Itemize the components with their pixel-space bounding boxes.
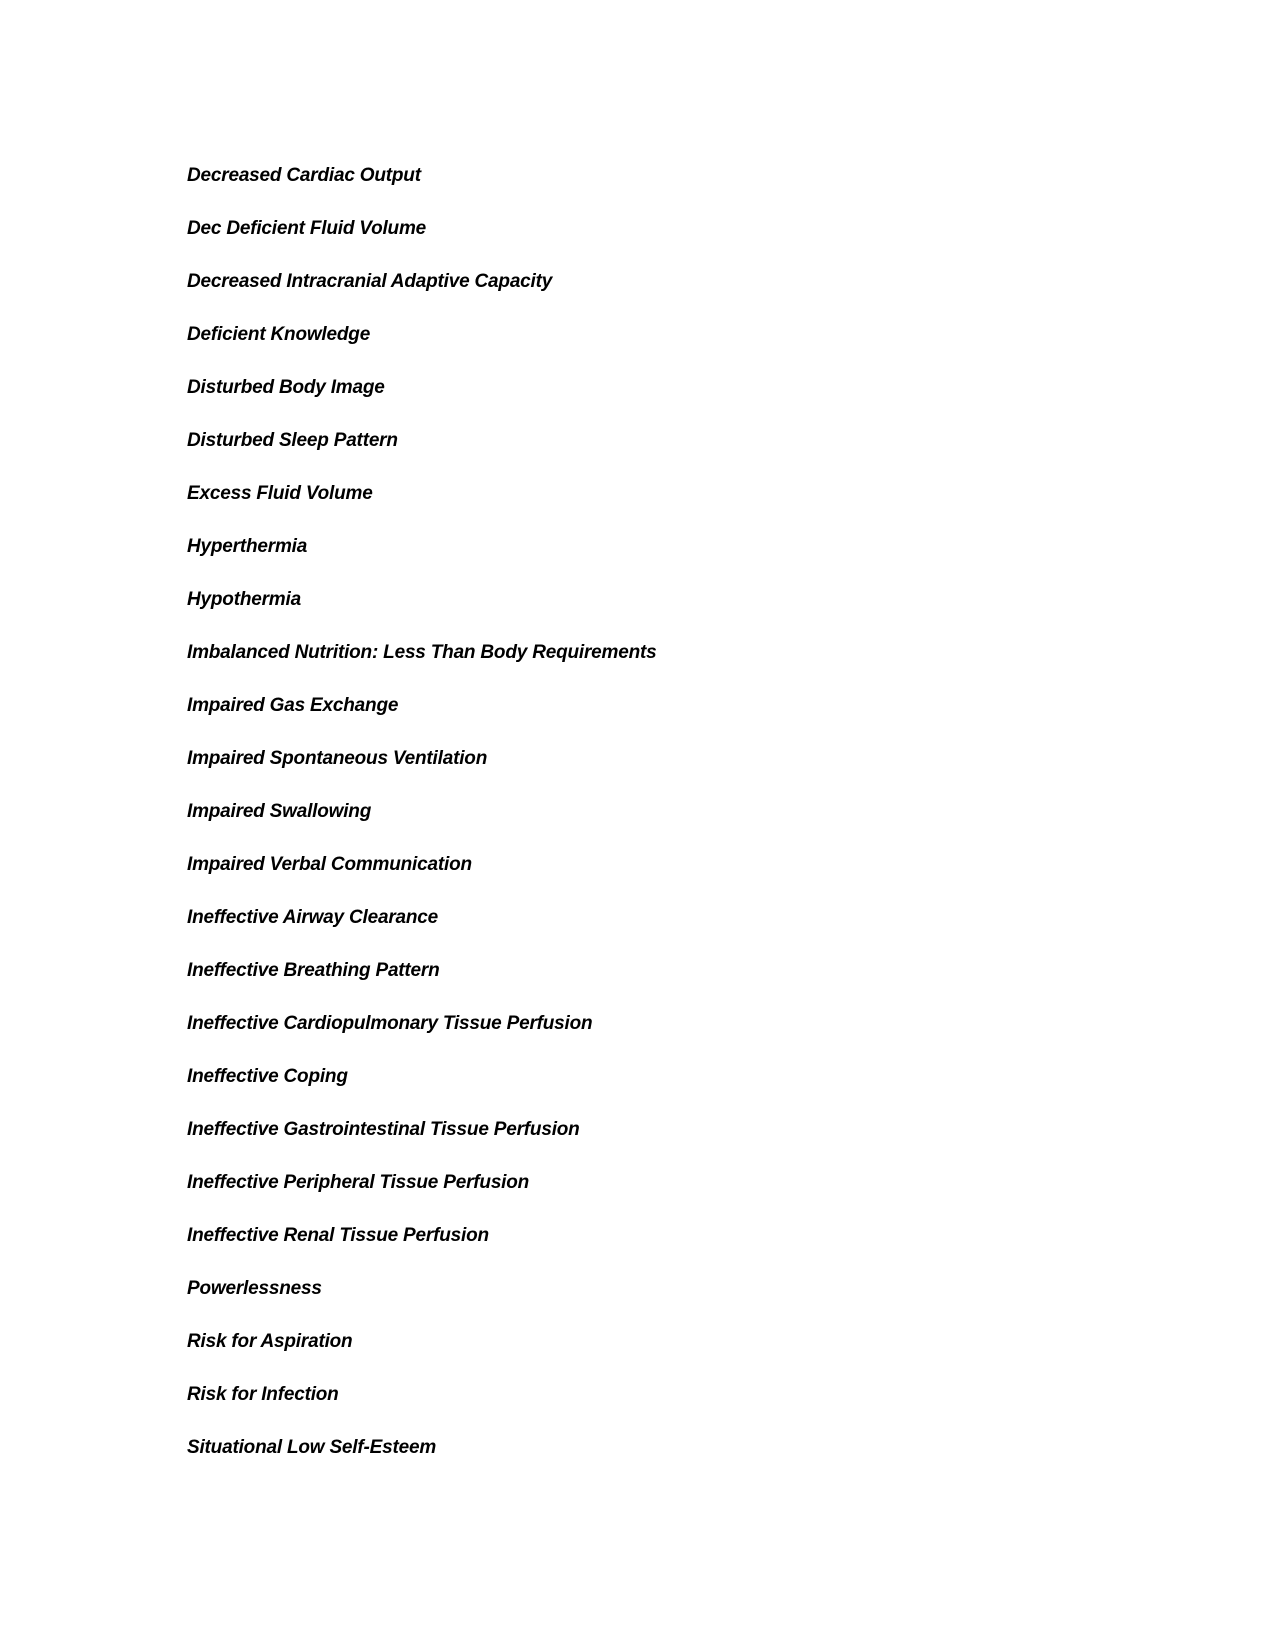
diagnosis-item: Deficient Knowledge: [187, 324, 371, 345]
diagnosis-item: Risk for Aspiration: [187, 1331, 353, 1352]
diagnosis-item: Imbalanced Nutrition: Less Than Body Requirements: [187, 642, 657, 663]
diagnosis-item: Impaired Gas Exchange: [187, 695, 399, 716]
diagnosis-item: Impaired Verbal Communication: [187, 854, 472, 875]
diagnosis-item: Ineffective Peripheral Tissue Perfusion: [187, 1172, 530, 1193]
diagnosis-list: [187, 149, 657, 1474]
diagnosis-item: Impaired Spontaneous Ventilation: [187, 748, 488, 769]
diagnosis-item: Situational Low Self-Esteem: [187, 1437, 437, 1458]
diagnosis-item: Ineffective Breathing Pattern: [187, 960, 440, 981]
diagnosis-item: Decreased Intracranial Adaptive Capacity: [187, 271, 553, 292]
diagnosis-item: Dec Deficient Fluid Volume: [187, 218, 427, 239]
diagnosis-item: Decreased Cardiac Output: [187, 165, 421, 186]
diagnosis-item: Impaired Swallowing: [187, 801, 372, 822]
diagnosis-item: Disturbed Sleep Pattern: [187, 430, 398, 451]
diagnosis-item: Ineffective Airway Clearance: [187, 907, 439, 928]
diagnosis-item: Powerlessness: [187, 1278, 322, 1299]
diagnosis-item: Disturbed Body Image: [187, 377, 385, 398]
diagnosis-item: Ineffective Gastrointestinal Tissue Perfusion: [187, 1119, 580, 1140]
diagnosis-item: Ineffective Renal Tissue Perfusion: [187, 1225, 489, 1246]
diagnosis-item: Risk for Infection: [187, 1384, 339, 1405]
diagnosis-item: Ineffective Coping: [187, 1066, 348, 1087]
diagnosis-item: Hypothermia: [187, 589, 301, 610]
diagnosis-item: Ineffective Cardiopulmonary Tissue Perfusion: [187, 1013, 593, 1034]
diagnosis-item: Hyperthermia: [187, 536, 308, 557]
diagnosis-item: Excess Fluid Volume: [187, 483, 373, 504]
